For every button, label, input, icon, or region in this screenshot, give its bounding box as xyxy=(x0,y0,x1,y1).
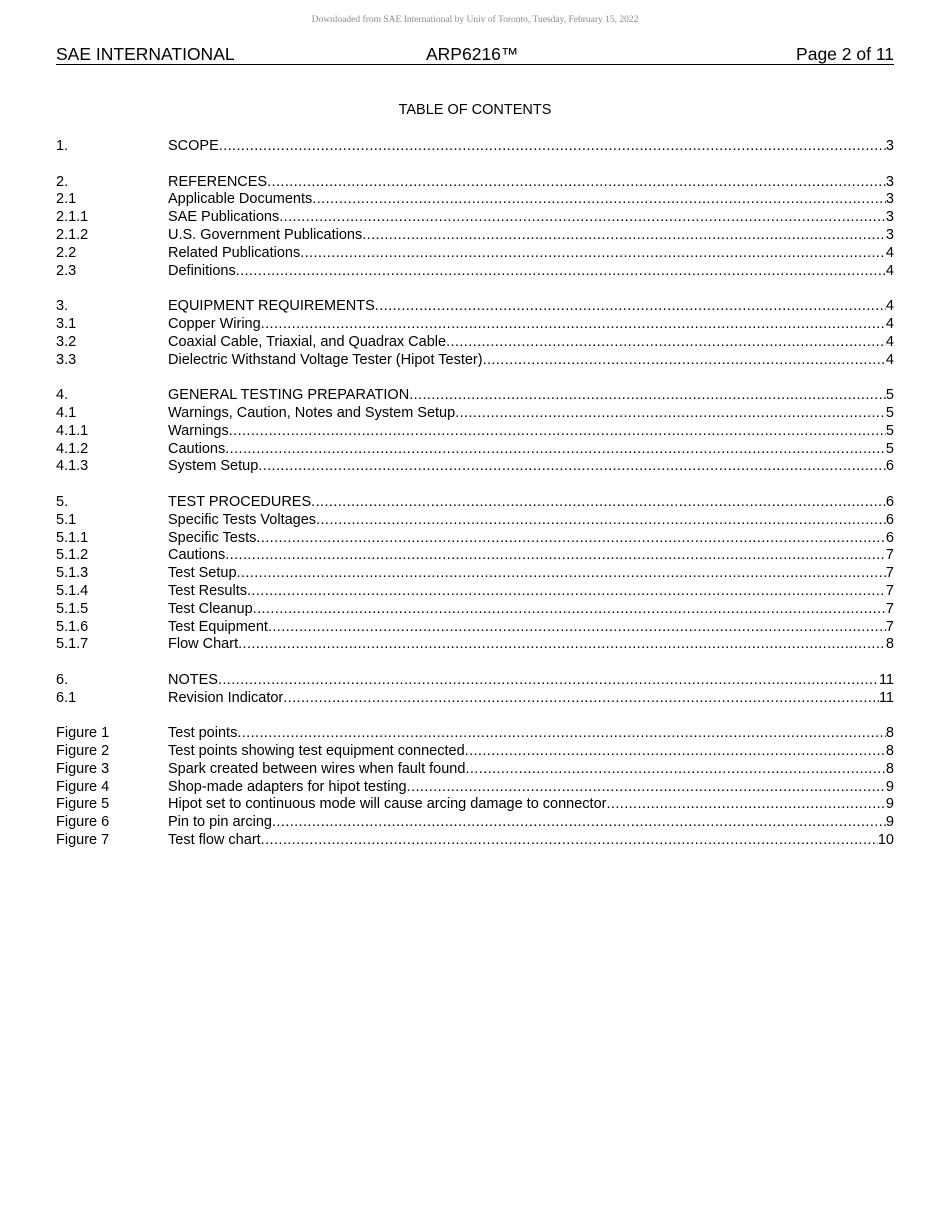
toc-entry-page: 7 xyxy=(885,618,894,635)
toc-entry-title: System Setup xyxy=(168,458,259,475)
dot-leader xyxy=(446,334,886,352)
toc-entry-page: 8 xyxy=(885,725,894,742)
toc-entry-line xyxy=(168,761,894,779)
toc-entry-title: Dielectric Withstand Voltage Tester (Hipot Tester) xyxy=(168,351,483,368)
toc-entry-page: 8 xyxy=(885,743,894,760)
toc-entry-page: 10 xyxy=(877,832,894,849)
toc-entry-title: Specific Tests Voltages xyxy=(168,511,317,528)
toc-entry-line xyxy=(168,227,894,245)
dot-leader xyxy=(247,583,886,601)
page-indicator: Page 2 of 11 xyxy=(796,44,894,64)
dot-leader xyxy=(261,832,878,850)
toc-entry[interactable] xyxy=(56,191,894,209)
toc-entry-line xyxy=(168,405,894,423)
dot-leader xyxy=(236,263,886,281)
toc-entry-page: 11 xyxy=(878,671,894,688)
toc-entry-number: 4.1.1 xyxy=(56,422,89,439)
toc-entry-page: 7 xyxy=(885,547,894,564)
dot-leader xyxy=(272,814,886,832)
toc-entry-line xyxy=(168,672,894,690)
toc-entry[interactable] xyxy=(56,814,894,832)
toc-entry-line xyxy=(168,387,894,405)
toc-entry-number: 4.1 xyxy=(56,404,77,421)
toc-entry-page: 7 xyxy=(885,565,894,582)
toc-entry-number: 4. xyxy=(56,387,69,404)
table-of-contents xyxy=(56,138,894,868)
dot-leader xyxy=(279,209,886,227)
dot-leader xyxy=(483,352,886,370)
toc-entry-line xyxy=(168,138,894,156)
toc-entry-line xyxy=(168,191,894,209)
toc-entry-line xyxy=(168,352,894,370)
toc-entry[interactable] xyxy=(56,227,894,245)
toc-entry-number: Figure 5 xyxy=(56,796,110,813)
toc-entry-page: 6 xyxy=(885,493,894,510)
toc-entry[interactable] xyxy=(56,796,894,814)
dot-leader xyxy=(237,725,886,743)
toc-entry-line xyxy=(168,565,894,583)
toc-entry-number: 6.1 xyxy=(56,689,77,706)
toc-entry-line xyxy=(168,530,894,548)
dot-leader xyxy=(268,619,886,637)
toc-entry[interactable] xyxy=(56,494,894,512)
dot-leader xyxy=(409,387,886,405)
toc-entry-number: 5. xyxy=(56,493,69,510)
dot-leader xyxy=(606,796,885,814)
toc-entry-page: 6 xyxy=(885,458,894,475)
toc-entry-line xyxy=(168,298,894,316)
toc-entry-number: 3.2 xyxy=(56,333,77,350)
toc-entry[interactable] xyxy=(56,138,894,156)
toc-entry-line xyxy=(168,583,894,601)
toc-entry-page: 5 xyxy=(885,440,894,457)
toc-entry-number: 5.1.4 xyxy=(56,582,89,599)
dot-leader xyxy=(283,690,879,708)
toc-entry-page: 4 xyxy=(885,298,894,315)
toc-entry[interactable] xyxy=(56,779,894,797)
toc-entry-page: 5 xyxy=(885,387,894,404)
dot-leader xyxy=(300,245,886,263)
toc-entry-line xyxy=(168,245,894,263)
toc-entry-line xyxy=(168,601,894,619)
toc-entry-number: 2.2 xyxy=(56,244,77,261)
page-header xyxy=(56,44,894,65)
toc-entry-title: Test Equipment xyxy=(168,618,268,635)
toc-entry-number: 2.3 xyxy=(56,262,77,279)
toc-entry-page: 4 xyxy=(885,351,894,368)
dot-leader xyxy=(225,441,886,459)
toc-entry-line xyxy=(168,423,894,441)
toc-entry-title: GENERAL TESTING PREPARATION xyxy=(168,387,410,404)
toc-entry-page: 9 xyxy=(885,796,894,813)
dot-leader xyxy=(218,672,879,690)
toc-entry-title: Warnings, Caution, Notes and System Setup xyxy=(168,404,456,421)
dot-leader xyxy=(253,601,886,619)
toc-entry-number: Figure 7 xyxy=(56,832,110,849)
toc-entry[interactable] xyxy=(56,334,894,352)
toc-entry-title: Warnings xyxy=(168,422,229,439)
toc-entry-title: Cautions xyxy=(168,547,226,564)
dot-leader xyxy=(455,405,886,423)
dot-leader xyxy=(465,761,885,779)
toc-entry[interactable] xyxy=(56,619,894,637)
toc-entry-number: 5.1.2 xyxy=(56,547,89,564)
toc-entry-page: 9 xyxy=(885,778,894,795)
toc-entry[interactable] xyxy=(56,530,894,548)
toc-entry-title: Spark created between wires when fault found xyxy=(168,760,466,777)
toc-entry-page: 6 xyxy=(885,529,894,546)
toc-entry-title: Specific Tests xyxy=(168,529,257,546)
toc-entry[interactable] xyxy=(56,245,894,263)
toc-entry[interactable] xyxy=(56,298,894,316)
dot-leader xyxy=(261,316,886,334)
toc-entry-number: Figure 4 xyxy=(56,778,110,795)
toc-entry[interactable] xyxy=(56,725,894,743)
toc-entry-number: 5.1.6 xyxy=(56,618,89,635)
toc-entry-line xyxy=(168,316,894,334)
toc-entry-number: Figure 1 xyxy=(56,725,110,742)
toc-entry-title: REFERENCES xyxy=(168,173,268,190)
toc-entry-number: 5.1.3 xyxy=(56,565,89,582)
toc-entry[interactable] xyxy=(56,387,894,405)
toc-entry-title: SCOPE xyxy=(168,138,219,154)
toc-entry-line xyxy=(168,725,894,743)
toc-entry[interactable] xyxy=(56,636,894,654)
toc-section-group xyxy=(56,138,894,156)
toc-entry-line xyxy=(168,209,894,227)
toc-entry[interactable] xyxy=(56,832,894,850)
toc-section-group xyxy=(56,174,894,281)
toc-entry-title: Test points xyxy=(168,725,238,742)
toc-entry-title: EQUIPMENT REQUIREMENTS xyxy=(168,298,375,315)
dot-leader xyxy=(375,298,886,316)
toc-entry[interactable] xyxy=(56,512,894,530)
toc-entry-page: 6 xyxy=(885,511,894,528)
toc-entry-title: Test flow chart xyxy=(168,832,261,849)
toc-entry[interactable] xyxy=(56,761,894,779)
toc-section-group xyxy=(56,387,894,476)
dot-leader xyxy=(258,458,886,476)
toc-entry[interactable] xyxy=(56,263,894,281)
toc-entry-title: Related Publications xyxy=(168,244,301,261)
toc-entry-page: 5 xyxy=(885,422,894,439)
toc-entry[interactable] xyxy=(56,441,894,459)
toc-entry-line xyxy=(168,494,894,512)
toc-entry-page: 7 xyxy=(885,582,894,599)
toc-entry-number: 1. xyxy=(56,138,69,154)
toc-entry[interactable] xyxy=(56,583,894,601)
toc-entry-number: Figure 6 xyxy=(56,814,110,831)
toc-entry-title: Test Cleanup xyxy=(168,600,253,617)
dot-leader xyxy=(362,227,886,245)
toc-entry[interactable] xyxy=(56,423,894,441)
toc-entry-line xyxy=(168,512,894,530)
toc-entry-page: 3 xyxy=(885,191,894,208)
toc-entry-number: 2.1.1 xyxy=(56,209,89,226)
toc-entry-number: 5.1.5 xyxy=(56,600,89,617)
toc-section-group xyxy=(56,494,894,654)
toc-entry-line xyxy=(168,636,894,654)
toc-entry-page: 4 xyxy=(885,244,894,261)
dot-leader xyxy=(225,547,886,565)
toc-entry-page: 5 xyxy=(885,404,894,421)
toc-entry-title: Coaxial Cable, Triaxial, and Quadrax Cable xyxy=(168,333,447,350)
toc-entry[interactable] xyxy=(56,316,894,334)
toc-entry-page: 4 xyxy=(885,333,894,350)
toc-entry-number: 2.1 xyxy=(56,191,77,208)
toc-entry-title: Test Results xyxy=(168,582,247,599)
dot-leader xyxy=(311,494,886,512)
toc-entry-line xyxy=(168,743,894,761)
toc-entry-number: Figure 3 xyxy=(56,760,110,777)
toc-entry-number: 3. xyxy=(56,298,69,315)
dot-leader xyxy=(465,743,886,761)
dot-leader xyxy=(316,512,886,530)
toc-entry[interactable] xyxy=(56,690,894,708)
toc-entry-number: 3.3 xyxy=(56,351,77,368)
toc-entry-number: 3.1 xyxy=(56,315,77,332)
toc-entry-page: 3 xyxy=(885,138,894,154)
toc-entry[interactable] xyxy=(56,565,894,583)
toc-entry-title: Definitions xyxy=(168,262,236,279)
toc-entry-title: TEST PROCEDURES xyxy=(168,493,312,510)
dot-leader xyxy=(229,423,886,441)
toc-entry-title: NOTES xyxy=(168,671,218,688)
toc-entry-number: 6. xyxy=(56,671,69,688)
download-watermark: Downloaded from SAE International by Univ of Toronto, Tuesday, February 15, 2022 xyxy=(311,15,639,25)
toc-entry-page: 8 xyxy=(885,636,894,653)
toc-entry-title: Pin to pin arcing xyxy=(168,814,272,831)
toc-entry-line xyxy=(168,814,894,832)
toc-entry-title: SAE Publications xyxy=(168,209,280,226)
toc-entry[interactable] xyxy=(56,547,894,565)
toc-entry-number: 5.1 xyxy=(56,511,77,528)
toc-entry[interactable] xyxy=(56,352,894,370)
dot-leader xyxy=(407,779,886,797)
toc-entry[interactable] xyxy=(56,743,894,761)
toc-entry-title: Applicable Documents xyxy=(168,191,313,208)
toc-entry-page: 3 xyxy=(885,226,894,243)
toc-entry[interactable] xyxy=(56,672,894,690)
toc-section-group xyxy=(56,725,894,850)
toc-entry-number: 5.1.7 xyxy=(56,636,89,653)
toc-entry-line xyxy=(168,547,894,565)
publisher-name: SAE INTERNATIONAL xyxy=(56,44,235,64)
toc-entry[interactable] xyxy=(56,209,894,227)
toc-entry-page: 4 xyxy=(885,262,894,279)
toc-entry-number: 2.1.2 xyxy=(56,226,89,243)
dot-leader xyxy=(238,636,886,654)
dot-leader xyxy=(219,138,886,156)
toc-entry-title: U.S. Government Publications xyxy=(168,226,363,243)
toc-entry-number: 4.1.3 xyxy=(56,458,89,475)
toc-entry-line xyxy=(168,779,894,797)
toc-section-group xyxy=(56,298,894,369)
toc-entry[interactable] xyxy=(56,405,894,423)
dot-leader xyxy=(312,191,886,209)
toc-entry-line xyxy=(168,832,894,850)
toc-heading: TABLE OF CONTENTS xyxy=(398,102,552,118)
toc-entry-page: 11 xyxy=(878,689,894,706)
toc-entry-page: 7 xyxy=(885,600,894,617)
toc-entry-line xyxy=(168,441,894,459)
toc-entry-line xyxy=(168,458,894,476)
toc-entry-title: Revision Indicator xyxy=(168,689,284,706)
toc-entry-number: Figure 2 xyxy=(56,743,110,760)
toc-entry[interactable] xyxy=(56,458,894,476)
toc-entry-line xyxy=(168,796,894,814)
toc-section-group xyxy=(56,672,894,708)
toc-entry-title: Test Setup xyxy=(168,565,237,582)
toc-entry[interactable] xyxy=(56,174,894,192)
toc-entry-line xyxy=(168,334,894,352)
dot-leader xyxy=(237,565,886,583)
toc-entry-title: Hipot set to continuous mode will cause arcing damage to connector xyxy=(168,796,607,813)
toc-entry-line xyxy=(168,690,894,708)
toc-entry[interactable] xyxy=(56,601,894,619)
toc-entry-number: 5.1.1 xyxy=(56,529,89,546)
dot-leader xyxy=(256,530,886,548)
toc-entry-page: 4 xyxy=(885,315,894,332)
toc-entry-title: Cautions xyxy=(168,440,226,457)
toc-entry-line xyxy=(168,619,894,637)
toc-entry-title: Test points showing test equipment connected xyxy=(168,743,465,760)
toc-entry-title: Flow Chart xyxy=(168,636,239,653)
toc-entry-line xyxy=(168,174,894,192)
dot-leader xyxy=(267,174,886,192)
toc-entry-line xyxy=(168,263,894,281)
toc-entry-title: Shop-made adapters for hipot testing xyxy=(168,778,407,795)
toc-entry-page: 9 xyxy=(885,814,894,831)
document-number: ARP6216™ xyxy=(426,44,519,64)
toc-entry-number: 2. xyxy=(56,173,69,190)
toc-entry-page: 8 xyxy=(885,760,894,777)
toc-entry-title: Copper Wiring xyxy=(168,315,261,332)
toc-entry-page: 3 xyxy=(885,209,894,226)
toc-entry-page: 3 xyxy=(885,173,894,190)
toc-entry-number: 4.1.2 xyxy=(56,440,89,457)
